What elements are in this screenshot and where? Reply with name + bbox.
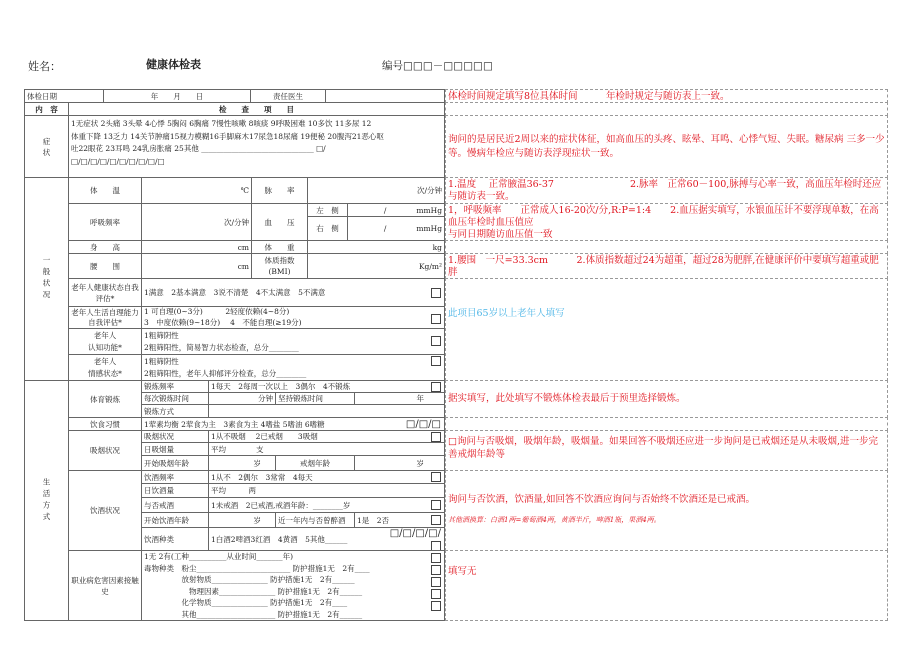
cognition-label: 老年人 认知功能*: [68, 328, 142, 355]
symptoms-checkboxes[interactable]: □/□/□/□/□/□/□/□/□/□: [71, 156, 165, 166]
resp-label: 呼吸频率: [68, 203, 142, 241]
checkbox[interactable]: [431, 500, 441, 510]
exercise-freq-label: 锻炼频率: [141, 380, 209, 393]
pulse-label: 脉 率: [251, 177, 308, 204]
note-blank: [445, 240, 888, 254]
diet-text: 1荤素均衡 2荤食为主 3素食为主 4嗜盐 5嗜油 6嗜糖: [144, 419, 325, 429]
drink-type-text: 1白酒2啤酒3红酒 4黄酒 5其他______: [211, 534, 348, 544]
bp-right-field[interactable]: / mmHg: [347, 216, 445, 241]
occupational-line: 物理因素_______________ 防护措施1无 2有______: [144, 586, 363, 596]
checkbox[interactable]: [431, 382, 441, 392]
health-status-label: 老年人健康状态自我评估*: [68, 278, 142, 307]
checkbox[interactable]: [431, 515, 441, 525]
symptoms-label: 症 状: [24, 115, 69, 178]
smoking-start-field[interactable]: 岁: [208, 455, 276, 471]
exam-date-field[interactable]: 年 月 日: [103, 89, 251, 103]
drink-amount-label: 日饮酒量: [141, 483, 209, 498]
checkbox[interactable]: [431, 288, 441, 298]
note-elderly: 此项目65岁以上老年人填写: [445, 278, 888, 381]
cognition-options[interactable]: [141, 328, 445, 355]
exercise-way-label: 锻炼方式: [141, 404, 209, 418]
checkbox[interactable]: [431, 472, 441, 482]
checkbox[interactable]: [431, 601, 441, 611]
diet-label: 饮食习惯: [68, 417, 142, 431]
lifestyle-label-text: 生活方式: [42, 477, 51, 524]
cognition-line: 1粗筛阴性: [144, 331, 179, 340]
exercise-way-field[interactable]: [208, 404, 445, 418]
form-title: 健康体检表: [146, 58, 201, 71]
exercise-time-field[interactable]: 分钟: [208, 392, 276, 405]
quit-drinking-label: 与否戒酒: [141, 497, 209, 513]
exam-date-label: 体检日期: [24, 89, 104, 103]
drink-freq-options[interactable]: [208, 470, 445, 484]
bmi-field[interactable]: Kg/m²: [307, 253, 445, 279]
self-care-line: 1 可自理(0~3分) 2轻度依赖(4~8分): [144, 307, 290, 316]
checkbox[interactable]: [431, 314, 441, 324]
checkbox[interactable]: [431, 336, 441, 346]
bp-left-label: 左 侧: [307, 203, 348, 217]
diet-checkboxes[interactable]: □/□/□: [405, 418, 441, 430]
items-header: 检 查 项 目: [68, 102, 445, 116]
occupational-line: 其他_____________________ 防护措施1无 2有______: [144, 609, 363, 619]
exercise-persist-label: 坚持锻炼时间: [275, 392, 355, 405]
cognition-line: 2粗筛阳性，简易智力状态检查，总分________: [144, 343, 299, 352]
drunk-options[interactable]: [354, 512, 445, 528]
note-exercise: 据实填写，此处填写不锻炼体检表最后于预里选择锻炼。: [445, 380, 888, 418]
content-header: 内 容: [24, 102, 69, 116]
checkbox[interactable]: [431, 577, 441, 587]
height-field[interactable]: cm: [141, 240, 252, 254]
smoking-status-label: 吸烟状况: [141, 430, 209, 443]
drink-freq-text: 1从不 2偶尔 3常常 4每天: [211, 472, 313, 482]
note-waist-bmi: 1.腰围 一尺=33.3cm 2.体质指数超过24为超重，超过28为肥胖,在健康评价中要填写超重或肥胖: [445, 253, 888, 279]
drinking-label: 饮酒状况: [68, 470, 142, 551]
height-label: 身 高: [68, 240, 142, 254]
occupational-options[interactable]: [141, 550, 445, 621]
smoking-status-text: 1从不吸烟 2已戒烟 3吸烟: [211, 432, 318, 441]
smoking-amount-label: 日吸烟量: [141, 442, 209, 456]
checkbox[interactable]: [431, 356, 441, 366]
doctor-label: 责任医生: [250, 89, 326, 103]
symptoms-line: 1无症状 2头痛 3头晕 4心悸 5胸闷 6胸痛 7慢性咳嗽 8咳痰 9呼吸困难 10多饮 11多尿 12: [71, 119, 372, 128]
id-number-label: 编号□□□－□□□□□: [382, 60, 493, 72]
note-resp-bp: 1，呼吸频率 正常成人16-20次/分,R:P=1:4 2.血压据实填写，水银血压计不要浮现单数，在高血压年检时血压值应 与同日期随访血压值一致: [445, 203, 888, 241]
quit-drinking-options[interactable]: [208, 497, 445, 513]
pulse-field[interactable]: 次/分钟: [307, 177, 445, 204]
quit-smoking-field[interactable]: 岁: [354, 455, 445, 471]
drink-start-field[interactable]: 岁: [208, 512, 276, 528]
lifestyle-label: [24, 380, 69, 621]
weight-label: 体 重: [251, 240, 308, 254]
note-blank: [445, 417, 888, 431]
note-symptoms: 询问的是居民近2周以来的症状体征，如高血压的头疼、眩晕、耳鸣、心悸气短、失眠。糖尿病 三多一少等。慢病年检应与随访表浮现症状一致。: [445, 115, 888, 178]
emotion-line: 1粗筛阴性: [144, 357, 179, 366]
smoking-amount-field[interactable]: 平均 支: [208, 442, 445, 456]
general-label: [24, 177, 69, 381]
drink-type-checkboxes[interactable]: □/□/□/□/: [389, 528, 441, 539]
waist-field[interactable]: cm: [141, 253, 252, 279]
self-care-line: 3 中度依赖(9~18分) 4 不能自理(≥19分): [144, 317, 302, 327]
diet-options[interactable]: [141, 417, 445, 431]
waist-label: 腰 围: [68, 253, 142, 279]
drunk-label: 近一年内与否曾醉酒: [275, 512, 355, 528]
self-care-options[interactable]: [141, 306, 445, 329]
exercise-persist-field[interactable]: 年: [354, 392, 445, 405]
note-occupational: 填写无: [445, 550, 888, 621]
weight-field[interactable]: kg: [307, 240, 445, 254]
drink-freq-label: 饮酒频率: [141, 470, 209, 484]
checkbox[interactable]: [431, 589, 441, 599]
occupational-line: 1无 2有(工种__________从业时间_______年): [144, 552, 294, 561]
occupational-line: 毒物种类 粉尘_________________________ 防护措施1无 2有____: [144, 563, 370, 573]
note-temp-pulse: 1.温度 正常腋温36-37 2.脉率 正常60－100,脉搏与心率一致，高血压年检时还应与随访表一致。: [445, 177, 888, 204]
exercise-time-label: 每次锻炼时间: [141, 392, 209, 405]
emotion-label: 老年人 情感状态*: [68, 354, 142, 381]
bmi-label: 体质指数(BMI): [251, 253, 308, 279]
note-smoking: □询问与否吸烟，吸烟年龄，吸烟量。如果回答不吸烟还应进一步询问是已戒烟还是从未吸烟,进一步完善戒烟年龄等: [445, 430, 888, 471]
temp-label: 体 温: [68, 177, 142, 204]
drunk-text: 1是 2否: [357, 515, 390, 525]
drink-start-label: 开始饮酒年龄: [141, 512, 209, 528]
bp-right-label: 右 侧: [307, 216, 348, 241]
health-status-text: 1满意 2基本满意 3说不清楚 4不太满意 5不满意: [144, 288, 326, 297]
smoking-label: 吸烟状况: [68, 430, 142, 471]
note-drink-conversion: 其他酒换算：白酒1两=葡萄酒4两，黄酒半斤，啤酒1瓶，果酒4两。: [448, 516, 661, 524]
emotion-line: 2粗筛阳性，老年人抑郁评分检查，总分________: [144, 369, 307, 378]
symptoms-line: 体重下降 13乏力 14关节肿痛15视力模糊16手脚麻木17尿急18尿痛 19便秘 20腹泻21恶心呕: [71, 131, 384, 141]
occupational-line: 化学物质_______________ 防护措施1无 2有____: [144, 598, 348, 607]
bp-left-field[interactable]: / mmHg: [347, 203, 445, 217]
bp-label: 血 压: [251, 203, 308, 241]
checkbox[interactable]: [431, 553, 441, 563]
note-exam-date: 体检时间规定填写8位具体时间 年检时规定与随访表上一致。: [445, 89, 888, 103]
symptoms-line: 吐22眼花 23耳鸣 24乳房胀痛 25其他 ______________________________ □/: [71, 144, 326, 153]
symptoms-options[interactable]: [68, 115, 445, 178]
emotion-options[interactable]: [141, 354, 445, 381]
general-label-text: 一般状况: [42, 256, 51, 302]
note-drinking-text: 询问与否饮酒，饮酒量,如回答不饮酒应询问与否始终不饮酒还是已戒酒。: [448, 494, 756, 505]
resp-field[interactable]: 次/分钟: [141, 203, 252, 241]
drink-type-options[interactable]: [208, 527, 445, 551]
occupational-line: 放射物质_______________ 防护措施1无 2有______: [144, 575, 355, 584]
temp-field[interactable]: ℃: [141, 177, 252, 204]
quit-drinking-text: 1未戒酒 2已戒酒,戒酒年龄：________岁: [211, 500, 351, 510]
occupational-label: 职业病危害因素接触史: [68, 550, 142, 621]
quit-smoking-label: 戒烟年龄: [275, 455, 355, 471]
smoking-start-label: 开始吸烟年龄: [141, 455, 209, 471]
health-status-options[interactable]: [141, 278, 445, 307]
drink-amount-field[interactable]: 平均 两: [208, 483, 445, 498]
exercise-label: 体育锻炼: [68, 380, 142, 418]
checkbox[interactable]: [431, 432, 441, 442]
name-label: 姓名：: [28, 60, 61, 73]
note-blank: [445, 102, 888, 116]
checkbox[interactable]: [431, 565, 441, 575]
doctor-field[interactable]: [325, 89, 445, 103]
exercise-freq-text: 1每天 2每周一次以上 3偶尔 4不锻炼: [211, 382, 351, 391]
self-care-label: 老年人生活自理能力自我评估*: [68, 306, 142, 329]
drink-type-label: 饮酒种类: [141, 527, 209, 551]
note-drinking: [445, 470, 888, 551]
